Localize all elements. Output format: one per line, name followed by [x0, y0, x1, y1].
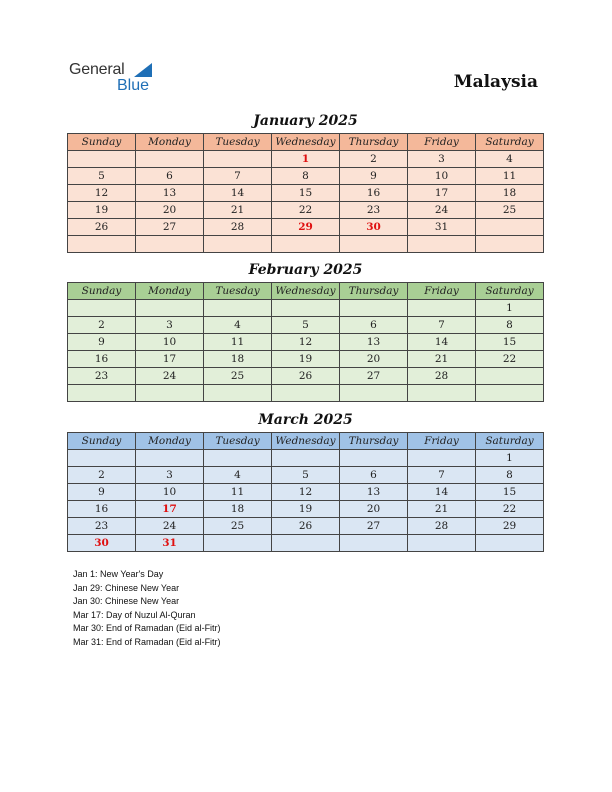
day-cell: 27	[340, 518, 408, 535]
month-title-january: January 2025	[253, 113, 358, 129]
empty-day-cell	[476, 219, 544, 236]
weekday-header-wednesday: Wednesday	[272, 283, 340, 300]
empty-day-cell	[68, 236, 136, 253]
empty-day-cell	[340, 385, 408, 402]
day-cell: 11	[476, 168, 544, 185]
week-row	[68, 168, 544, 185]
empty-day-cell	[136, 450, 204, 467]
empty-day-cell	[408, 450, 476, 467]
day-cell: 4	[476, 151, 544, 168]
day-cell: 28	[204, 219, 272, 236]
weekday-header-tuesday: Tuesday	[204, 433, 272, 450]
weekday-header-sunday: Sunday	[68, 134, 136, 151]
empty-day-cell	[272, 300, 340, 317]
empty-day-cell	[476, 236, 544, 253]
day-cell: 31	[408, 219, 476, 236]
week-row	[68, 202, 544, 219]
day-cell: 16	[340, 185, 408, 202]
day-cell: 10	[136, 484, 204, 501]
empty-day-cell	[68, 450, 136, 467]
empty-day-cell	[204, 535, 272, 552]
weekday-header-row	[68, 283, 544, 300]
day-cell: 5	[272, 317, 340, 334]
day-cell: 24	[136, 368, 204, 385]
weekday-header-tuesday: Tuesday	[204, 134, 272, 151]
day-cell: 29	[476, 518, 544, 535]
day-cell: 1	[476, 450, 544, 467]
empty-day-cell	[204, 300, 272, 317]
day-cell: 11	[204, 484, 272, 501]
day-cell: 28	[408, 368, 476, 385]
day-cell: 25	[476, 202, 544, 219]
week-row	[68, 236, 544, 253]
weekday-header-friday: Friday	[408, 433, 476, 450]
week-row	[68, 518, 544, 535]
day-cell: 18	[204, 501, 272, 518]
week-row	[68, 501, 544, 518]
day-cell: 18	[476, 185, 544, 202]
empty-day-cell	[408, 300, 476, 317]
empty-day-cell	[136, 151, 204, 168]
day-cell: 23	[68, 518, 136, 535]
empty-day-cell	[272, 236, 340, 253]
logo-word-blue: Blue	[117, 77, 150, 94]
calendar-january	[67, 133, 544, 253]
day-cell: 14	[408, 334, 476, 351]
day-cell: 6	[136, 168, 204, 185]
day-cell: 13	[340, 334, 408, 351]
day-cell: 19	[272, 501, 340, 518]
holiday-note: Jan 29: Chinese New Year	[73, 582, 180, 593]
day-cell: 23	[340, 202, 408, 219]
day-cell: 1	[272, 151, 340, 168]
weekday-header-sunday: Sunday	[68, 433, 136, 450]
empty-day-cell	[476, 385, 544, 402]
day-cell: 31	[136, 535, 204, 552]
weekday-header-monday: Monday	[136, 433, 204, 450]
week-row	[68, 368, 544, 385]
weekday-header-monday: Monday	[136, 283, 204, 300]
day-cell: 13	[136, 185, 204, 202]
empty-day-cell	[476, 368, 544, 385]
weekday-header-wednesday: Wednesday	[272, 134, 340, 151]
week-row	[68, 385, 544, 402]
empty-day-cell	[408, 385, 476, 402]
day-cell: 9	[68, 484, 136, 501]
empty-day-cell	[68, 300, 136, 317]
empty-day-cell	[136, 385, 204, 402]
day-cell: 25	[204, 518, 272, 535]
empty-day-cell	[272, 385, 340, 402]
day-cell: 22	[476, 501, 544, 518]
empty-day-cell	[340, 450, 408, 467]
week-row	[68, 219, 544, 236]
day-cell: 7	[408, 467, 476, 484]
holiday-note: Jan 30: Chinese New Year	[73, 596, 180, 606]
day-cell: 9	[340, 168, 408, 185]
day-cell: 14	[204, 185, 272, 202]
week-row	[68, 450, 544, 467]
empty-day-cell	[204, 450, 272, 467]
day-cell: 27	[136, 219, 204, 236]
day-cell: 14	[408, 484, 476, 501]
day-cell: 18	[204, 351, 272, 368]
day-cell: 19	[272, 351, 340, 368]
week-row	[68, 467, 544, 484]
weekday-header-sunday: Sunday	[68, 283, 136, 300]
day-cell: 25	[204, 368, 272, 385]
day-cell: 19	[68, 202, 136, 219]
empty-day-cell	[204, 236, 272, 253]
day-cell: 28	[408, 518, 476, 535]
day-cell: 17	[136, 351, 204, 368]
day-cell: 5	[68, 168, 136, 185]
weekday-header-wednesday: Wednesday	[272, 433, 340, 450]
empty-day-cell	[204, 385, 272, 402]
holiday-notes	[73, 568, 221, 649]
day-cell: 17	[408, 185, 476, 202]
empty-day-cell	[340, 535, 408, 552]
day-cell: 5	[272, 467, 340, 484]
logo-word-general: General	[69, 61, 125, 78]
weekday-header-row	[68, 134, 544, 151]
day-cell: 15	[272, 185, 340, 202]
day-cell: 2	[68, 467, 136, 484]
weekday-header-row	[68, 433, 544, 450]
day-cell: 27	[340, 368, 408, 385]
empty-day-cell	[272, 535, 340, 552]
weekday-header-thursday: Thursday	[340, 283, 408, 300]
day-cell: 6	[340, 317, 408, 334]
empty-day-cell	[136, 236, 204, 253]
holiday-note: Mar 17: Day of Nuzul Al-Quran	[73, 609, 196, 620]
day-cell: 4	[204, 467, 272, 484]
day-cell: 1	[476, 300, 544, 317]
week-row	[68, 334, 544, 351]
empty-day-cell	[68, 385, 136, 402]
day-cell: 26	[68, 219, 136, 236]
day-cell: 13	[340, 484, 408, 501]
weekday-header-saturday: Saturday	[476, 283, 544, 300]
day-cell: 22	[476, 351, 544, 368]
day-cell: 21	[408, 351, 476, 368]
day-cell: 9	[68, 334, 136, 351]
day-cell: 24	[136, 518, 204, 535]
day-cell: 10	[136, 334, 204, 351]
day-cell: 8	[476, 317, 544, 334]
day-cell: 29	[272, 219, 340, 236]
day-cell: 15	[476, 484, 544, 501]
week-row	[68, 185, 544, 202]
week-row	[68, 535, 544, 552]
day-cell: 4	[204, 317, 272, 334]
calendar-february	[67, 282, 544, 402]
day-cell: 12	[272, 334, 340, 351]
empty-day-cell	[408, 236, 476, 253]
week-row	[68, 317, 544, 334]
holiday-note: Mar 30: End of Ramadan (Eid al-Fitr)	[73, 623, 221, 633]
weekday-header-thursday: Thursday	[340, 433, 408, 450]
week-row	[68, 151, 544, 168]
empty-day-cell	[476, 535, 544, 552]
empty-day-cell	[408, 535, 476, 552]
empty-day-cell	[68, 151, 136, 168]
day-cell: 20	[340, 351, 408, 368]
day-cell: 15	[476, 334, 544, 351]
day-cell: 16	[68, 501, 136, 518]
day-cell: 3	[136, 467, 204, 484]
day-cell: 11	[204, 334, 272, 351]
day-cell: 16	[68, 351, 136, 368]
weekday-header-saturday: Saturday	[476, 433, 544, 450]
day-cell: 3	[408, 151, 476, 168]
day-cell: 22	[272, 202, 340, 219]
empty-day-cell	[204, 151, 272, 168]
day-cell: 30	[340, 219, 408, 236]
day-cell: 12	[68, 185, 136, 202]
weekday-header-monday: Monday	[136, 134, 204, 151]
day-cell: 3	[136, 317, 204, 334]
logo-triangle-icon	[134, 63, 152, 77]
day-cell: 12	[272, 484, 340, 501]
day-cell: 2	[68, 317, 136, 334]
weekday-header-friday: Friday	[408, 283, 476, 300]
day-cell: 10	[408, 168, 476, 185]
day-cell: 8	[272, 168, 340, 185]
day-cell: 20	[136, 202, 204, 219]
day-cell: 20	[340, 501, 408, 518]
month-title-march: March 2025	[258, 412, 353, 428]
day-cell: 6	[340, 467, 408, 484]
day-cell: 21	[408, 501, 476, 518]
day-cell: 24	[408, 202, 476, 219]
empty-day-cell	[272, 450, 340, 467]
day-cell: 2	[340, 151, 408, 168]
empty-day-cell	[340, 236, 408, 253]
day-cell: 26	[272, 518, 340, 535]
empty-day-cell	[136, 300, 204, 317]
day-cell: 21	[204, 202, 272, 219]
week-row	[68, 300, 544, 317]
day-cell: 30	[68, 535, 136, 552]
weekday-header-tuesday: Tuesday	[204, 283, 272, 300]
day-cell: 7	[204, 168, 272, 185]
holiday-note: Mar 31: End of Ramadan (Eid al-Fitr)	[73, 636, 221, 647]
day-cell: 17	[136, 501, 204, 518]
day-cell: 8	[476, 467, 544, 484]
week-row	[68, 351, 544, 368]
week-row	[68, 484, 544, 501]
month-title-february: February 2025	[248, 262, 363, 278]
weekday-header-friday: Friday	[408, 134, 476, 151]
day-cell: 26	[272, 368, 340, 385]
country-title: Malaysia	[453, 72, 538, 92]
day-cell: 7	[408, 317, 476, 334]
calendar-march	[67, 432, 544, 552]
weekday-header-saturday: Saturday	[476, 134, 544, 151]
empty-day-cell	[340, 300, 408, 317]
day-cell: 23	[68, 368, 136, 385]
holiday-note: Jan 1: New Year's Day	[73, 569, 164, 579]
general-blue-logo	[69, 61, 169, 97]
weekday-header-thursday: Thursday	[340, 134, 408, 151]
